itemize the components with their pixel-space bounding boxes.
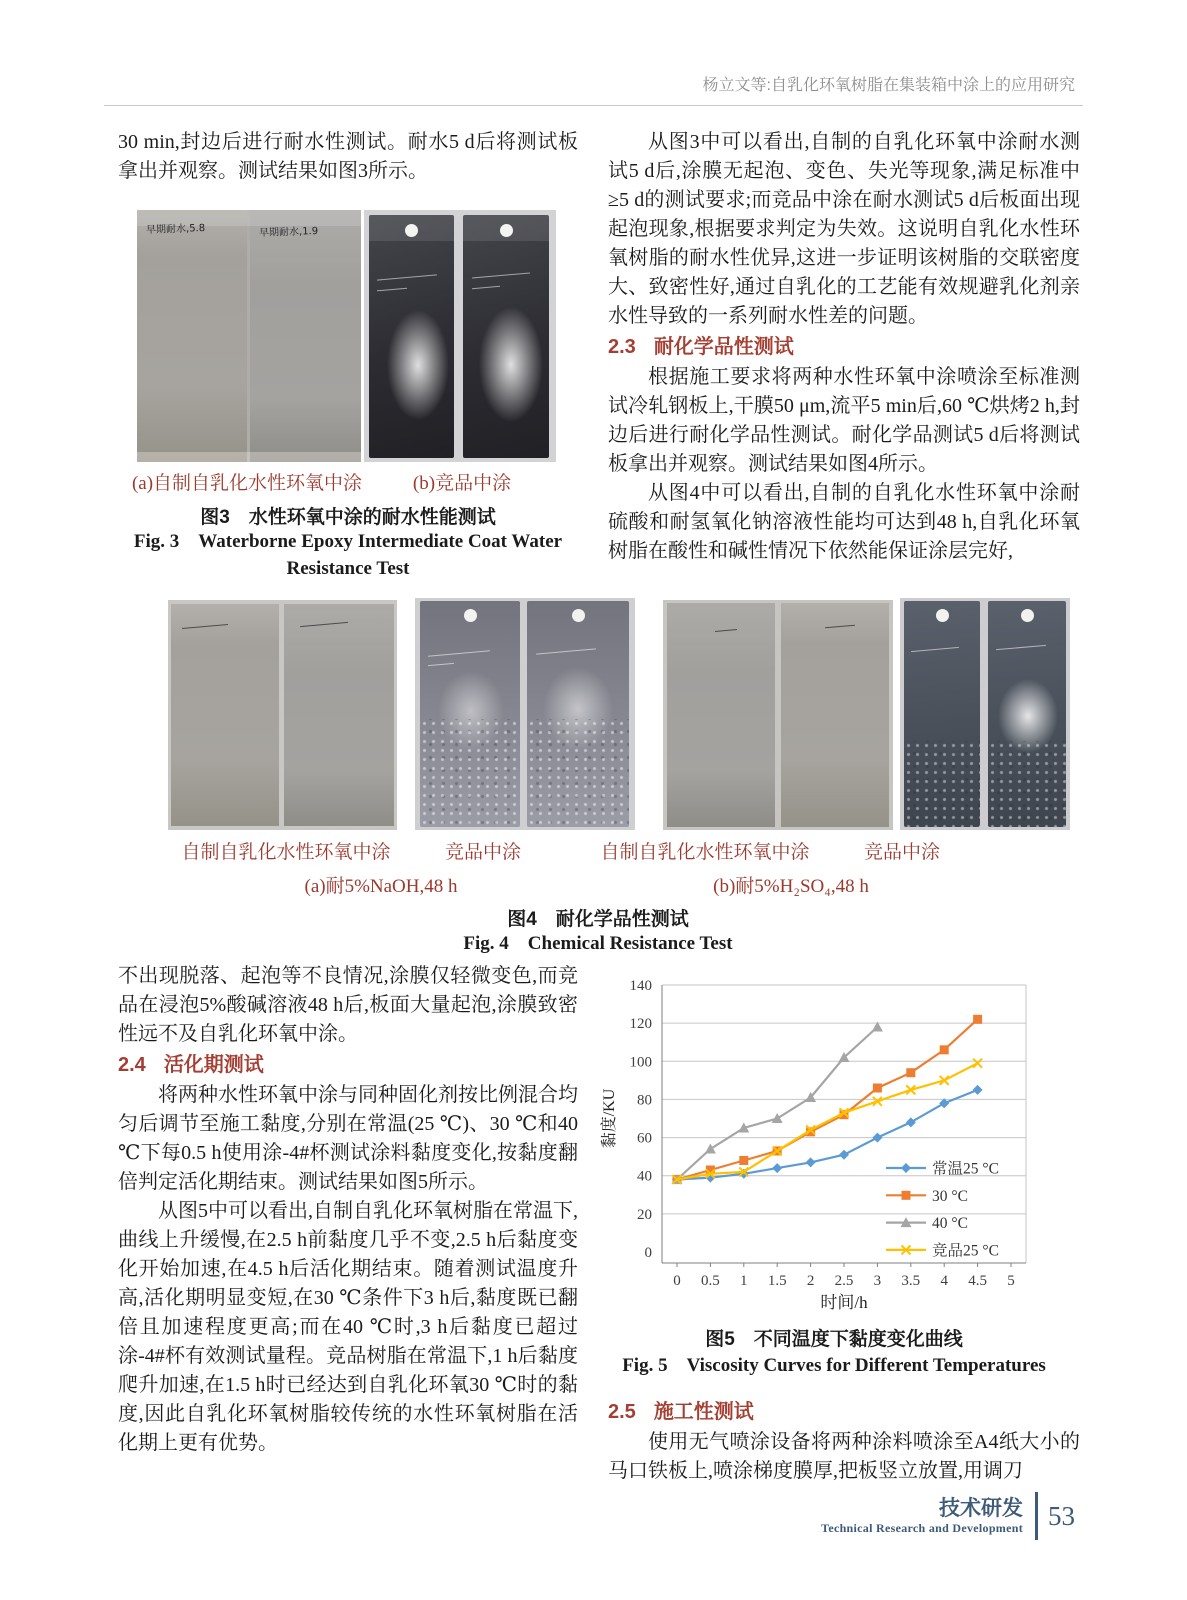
handwritten-note: 早期耐水,5.8 xyxy=(145,222,206,237)
page-number: 53 xyxy=(1048,1500,1075,1531)
tape-strip xyxy=(463,215,549,241)
svg-text:80: 80 xyxy=(637,1092,652,1109)
fig3-label-b: (b)竞品中涂 xyxy=(412,473,512,494)
svg-text:30 °C: 30 °C xyxy=(932,1187,968,1205)
section-number: 2.5 xyxy=(608,1401,636,1423)
fig4-sub-caption-b: (b)耐5%H₂SO₄,48 h xyxy=(713,876,869,897)
figure-5 xyxy=(598,952,1068,1402)
hang-hole xyxy=(1021,609,1034,622)
fig4-caption-cn: 图4 耐化学品性测试 xyxy=(507,909,689,930)
fig3-panel-b2 xyxy=(463,215,549,458)
paragraph-2-4-method: 将两种水性环氧中涂与同种固化剂按比例混合均匀后调节至施工黏度,分别在常温(25 ℃)、30 ℃和40 ℃下每0.5 h使用涂-4#杯测试涂料黏度变化,按黏度翻倍判定活化期结束。测试结果如图5所示。 xyxy=(118,1084,578,1193)
svg-text:100: 100 xyxy=(629,1054,652,1071)
fig4-panel xyxy=(284,604,394,826)
fig5-caption-en: Fig. 5 Viscosity Curves for Different Temperatures xyxy=(622,1355,1046,1376)
fig4-photo-self-h2so4 xyxy=(663,600,893,830)
svg-text:0.5: 0.5 xyxy=(701,1273,720,1289)
paragraph-fig5-discussion: 从图5中可以看出,自制自乳化环氧树脂在常温下,曲线上升缓慢,在2.5 h前黏度几乎不变,2.5 h后黏度变化开始加速,在4.5 h后活化期结束。随着测试温度升高,活化期明显变短,在30 ℃条件下3 h后,黏度既已翻倍且加速程度更高;而在40 ℃时,3 h后黏度已超过涂-4#杯有效测试量程。竞品树脂在常温下,1 h后黏度爬升加速,在1.5 h时已经达到自乳化环氧30 ℃时的黏度,因此自乳化环氧树脂较传统的水性环氧树脂在活化期上更有优势。 xyxy=(118,1200,578,1454)
light-reflection xyxy=(479,307,543,422)
svg-text:5: 5 xyxy=(1007,1273,1015,1289)
light-reflection xyxy=(387,310,449,420)
header-rule xyxy=(104,105,1083,106)
section-title: 耐化学品性测试 xyxy=(653,336,794,358)
svg-text:0: 0 xyxy=(644,1245,652,1261)
fig4-panel xyxy=(781,603,889,827)
running-title: 杨立文等:自乳化环氧树脂在集装箱中涂上的应用研究 xyxy=(702,77,1075,94)
figure-3 xyxy=(118,210,578,580)
paragraph-fig4-result: 不出现脱落、起泡等不良情况,涂膜仅轻微变色,而竞品在浸泡5%酸碱溶液48 h后,板面大量起泡,涂膜致密性远不及自乳化环氧中涂。 xyxy=(118,965,578,1045)
paragraph-2-5-method: 使用无气喷涂设备将两种涂料喷涂至A4纸大小的马口铁板上,喷涂梯度膜厚,把板竖立放置,用调刀 xyxy=(608,1431,1080,1482)
fig4-caption-en: Fig. 4 Chemical Resistance Test xyxy=(463,933,733,954)
figure-4 xyxy=(118,598,1078,960)
handwritten-note: 早期耐水,1.9 xyxy=(258,225,319,240)
fig4-photo-competitor-naoh xyxy=(415,598,635,830)
fig3-photo-competitor xyxy=(364,210,556,462)
svg-text:竞品25 °C: 竞品25 °C xyxy=(932,1242,999,1260)
fig4-panel xyxy=(171,604,279,826)
svg-text:120: 120 xyxy=(629,1016,652,1033)
left-column-bottom xyxy=(118,962,578,1458)
handwriting-scribble xyxy=(472,286,500,289)
paragraph-water-test-intro: 30 min,封边后进行耐水性测试。耐水5 d后将测试板拿出并观察。测试结果如图3所示。 xyxy=(118,131,578,182)
handwriting-scribble xyxy=(536,648,596,654)
section-title: 施工性测试 xyxy=(653,1401,754,1423)
svg-text:40: 40 xyxy=(637,1168,652,1185)
svg-text:20: 20 xyxy=(637,1206,652,1223)
svg-text:1.5: 1.5 xyxy=(767,1273,787,1289)
section-number: 2.4 xyxy=(118,1054,146,1076)
paragraph-fig4-discussion: 从图4中可以看出,自制的自乳化水性环氧中涂耐硫酸和耐氢氧化钠溶液性能均可达到48 h,自乳化环氧树脂在酸性和碱性情况下依然能保证涂层完好, xyxy=(608,482,1080,562)
svg-text:1: 1 xyxy=(740,1273,748,1289)
svg-text:黏度/KU: 黏度/KU xyxy=(601,1088,618,1149)
fig5-caption-cn: 图5 不同温度下黏度变化曲线 xyxy=(705,1329,963,1350)
fig4-label-competitor-2: 竞品中涂 xyxy=(863,842,941,863)
svg-text:2: 2 xyxy=(806,1273,815,1289)
hang-hole xyxy=(572,609,585,622)
fig4-label-competitor-1: 竞品中涂 xyxy=(444,842,522,863)
svg-text:2.5: 2.5 xyxy=(834,1273,854,1289)
fig3-caption-cn: 图3 水性环氧中涂的耐水性能测试 xyxy=(200,507,496,528)
handwriting-scribble xyxy=(428,663,454,666)
hang-hole xyxy=(936,609,949,622)
handwriting-scribble xyxy=(911,647,959,652)
svg-text:140: 140 xyxy=(629,978,652,994)
section-title: 活化期测试 xyxy=(163,1054,264,1076)
fig4-panel xyxy=(904,601,980,827)
svg-text:时间/h: 时间/h xyxy=(820,1293,868,1312)
blister-texture xyxy=(527,719,629,827)
fig3-panel-a1 xyxy=(137,210,247,462)
blister-texture xyxy=(988,741,1066,827)
fig3-photo-self-made xyxy=(137,210,361,462)
svg-text:3: 3 xyxy=(873,1273,882,1289)
fig4-sub-caption-a: (a)耐5%NaOH,48 h xyxy=(304,876,458,897)
fig3-panel-a2 xyxy=(250,210,361,462)
right-column-top xyxy=(608,128,1080,566)
blister-texture xyxy=(904,741,980,827)
fig4-photo-competitor-h2so4 xyxy=(900,598,1070,830)
handwriting-scribble xyxy=(428,650,490,656)
footer-section-cn: 技术研发 xyxy=(939,1496,1023,1520)
fig4-photo-self-naoh xyxy=(168,600,397,830)
fig3-label-a: (a)自制自乳化水性环氧中涂 xyxy=(131,473,363,494)
section-heading-2-4 xyxy=(118,1050,578,1080)
fig3-panel-b1 xyxy=(369,215,454,458)
page-footer xyxy=(821,1492,1075,1540)
svg-text:40 °C: 40 °C xyxy=(932,1215,968,1233)
handwriting-scribble xyxy=(996,645,1046,650)
footer-section-en: Technical Research and Development xyxy=(821,1520,1023,1535)
fig4-label-self-2: 自制自乳化水性环氧中涂 xyxy=(600,842,810,863)
blister-texture xyxy=(420,719,520,827)
svg-text:3.5: 3.5 xyxy=(901,1273,921,1289)
fig4-label-self-1: 自制自乳化水性环氧中涂 xyxy=(181,842,391,863)
handwriting-scribble xyxy=(472,272,530,278)
viscosity-line-chart xyxy=(598,952,1044,1324)
section-number: 2.3 xyxy=(608,336,636,358)
section-heading-2-5 xyxy=(608,1397,1080,1427)
svg-text:0: 0 xyxy=(673,1273,681,1289)
right-column-bottom xyxy=(608,1396,1080,1486)
section-heading-2-3 xyxy=(608,332,1080,362)
fig4-panel xyxy=(988,601,1066,827)
footer-divider xyxy=(1035,1492,1038,1540)
handwriting-scribble xyxy=(377,274,437,280)
hang-hole xyxy=(464,609,477,622)
tape-strip xyxy=(137,452,361,462)
svg-text:常温25 °C: 常温25 °C xyxy=(932,1160,999,1178)
fig4-panel xyxy=(420,601,520,827)
svg-text:4: 4 xyxy=(940,1273,948,1289)
fig4-panel xyxy=(667,603,775,827)
fig3-caption-en: Fig. 3 Waterborne Epoxy Intermediate Coat Water Resistance Test xyxy=(133,531,563,579)
paragraph-fig3-discussion: 从图3中可以看出,自制的自乳化环氧中涂耐水测试5 d后,涂膜无起泡、变色、失光等现象,满足标准中≥5 d的测试要求;而竞品中涂在耐水测试5 d后板面出现起泡现象,根据要求判定为失效。这说明自乳化水性环氧树脂的耐水性优异,这进一步证明该树脂的交联密度大、致密性好,通过自乳化的工艺能有效规避乳化剂亲水性导致的一系列耐水性差的问题。 xyxy=(608,131,1080,327)
tape-strip xyxy=(369,215,454,241)
fig4-panel xyxy=(527,601,629,827)
svg-text:4.5: 4.5 xyxy=(968,1273,987,1289)
svg-text:60: 60 xyxy=(637,1130,652,1147)
paragraph-2-3-method: 根据施工要求将两种水性环氧中涂喷涂至标准测试冷轧钢板上,干膜50 μm,流平5 min后,60 ℃烘烤2 h,封边后进行耐化学品性测试。耐化学品测试5 d后将测试板拿出并观察。测试结果如图4所示。 xyxy=(608,366,1080,475)
handwriting-scribble xyxy=(377,288,407,292)
